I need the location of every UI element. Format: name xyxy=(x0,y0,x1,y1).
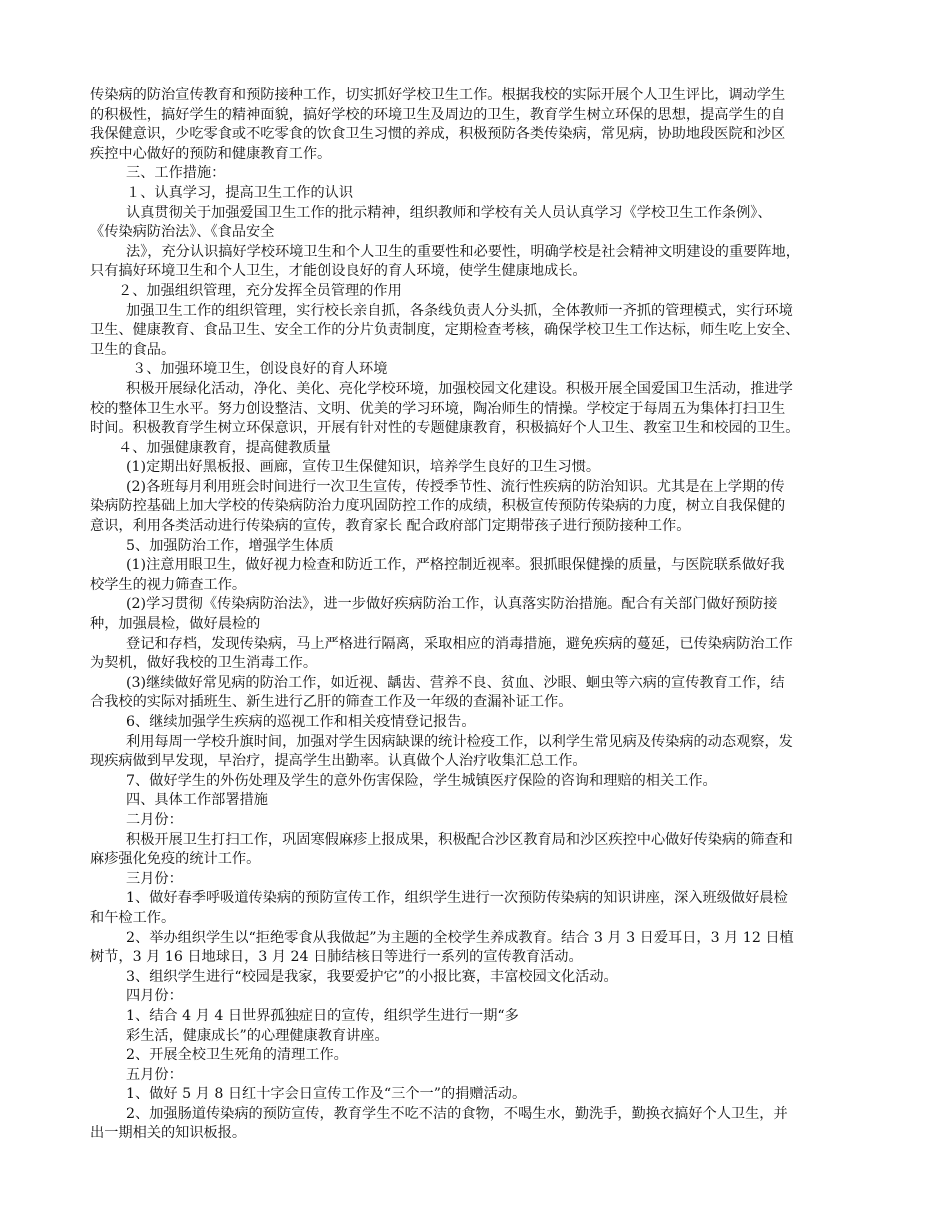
text-line: 彩生活，健康成长”的心理健康教育讲座。 xyxy=(126,1027,389,1044)
text-line: 1、做好 5 月 8 日红十字会日宣传工作及“三个一”的捐赠活动。 xyxy=(126,1086,527,1103)
text-line: 只有搞好环境卫生和个人卫生，才能创设良好的育人环境，使学生健康地成长。 xyxy=(90,263,587,280)
text-line: 认真贯彻关于加强爱国卫生工作的批示精神，组织教师和学校有关人员认真学习《学校卫生工作条例》、 xyxy=(126,204,772,221)
text-line: 意识，利用各类活动进行传染病的宣传，教育家长 配合政府部门定期带孩子进行预防接种工作。 xyxy=(90,518,691,535)
text-line: (2)各班每月利用班会时间进行一次卫生宣传，传授季节性、流行性疾病的防治知识。尤其是在上学期的传 xyxy=(126,478,785,495)
text-line: 登记和存档，发现传染病，马上严格进行隔离，采取相应的消毒措施，避免疾病的蔓延，已传染病防治工作 xyxy=(126,635,793,652)
text-line: 积极开展卫生打扫工作，巩固寒假麻疹上报成果，积极配合沙区教育局和沙区疾控中心做好传染病的筛查和 xyxy=(126,831,793,848)
text-line: 2、加强肠道传染病的预防宣传，教育学生不吃不洁的食物，不喝生水，勤洗手，勤换衣搞好个人卫生，并 xyxy=(126,1105,788,1122)
text-line: 的积极性，搞好学生的精神面貌，搞好学校的环境卫生及周边的卫生，教育学生树立环保的思想，提高学生的自 xyxy=(90,106,786,123)
text-line: ４、加强健康教育，提高健教质量 xyxy=(118,439,331,456)
text-line: 《传染病防治法》、《食品安全 xyxy=(90,224,275,241)
text-line: 7、做好学生的外伤处理及学生的意外伤害保险，学生城镇医疗保险的咨询和理赔的相关工作。 xyxy=(126,772,717,789)
text-line: 1、结合 4 月 4 日世界孤独症日的宣传，组织学生进行一期“多 xyxy=(126,1007,519,1024)
text-line: 积极开展绿化活动，净化、美化、亮化学校环境，加强校园文化建设。积极开展全国爱国卫生活动，推进学 xyxy=(126,380,793,397)
text-line: 树节，3 月 16 日地球日，3 月 24 日肺结核日等进行一系列的宣传教育活动。 xyxy=(90,949,583,966)
text-line: 1、做好春季呼吸道传染病的预防宣传工作，组织学生进行一次预防传染病的知识讲座，深入班级做好晨检 xyxy=(126,890,788,907)
text-line: 2、开展全校卫生死角的清理工作。 xyxy=(126,1047,348,1064)
text-line: 二月份： xyxy=(126,811,183,828)
text-line: 校学生的视力筛查工作。 xyxy=(90,576,247,593)
text-line: (1)定期出好黑板报、画廊，宣传卫生保健知识，培养学生良好的卫生习惯。 xyxy=(126,459,601,476)
text-line: 传染病的防治宣传教育和预防接种工作，切实抓好学校卫生工作。根据我校的实际开展个人卫生评比，调动学生 xyxy=(90,87,786,103)
text-line: 3、组织学生进行“校园是我家，我要爱护它”的小报比赛，丰富校园文化活动。 xyxy=(126,968,618,985)
document-page xyxy=(90,86,865,1144)
text-line: 我保健意识，少吃零食或不吃零食的饮食卫生习惯的养成，积极预防各类传染病，常见病，协助地段医院和沙区 xyxy=(90,126,786,143)
text-line: 种，加强晨检，做好晨检的 xyxy=(90,616,261,633)
text-line: 三、工作措施： xyxy=(126,165,226,182)
text-line: 时间。积极教育学生树立环保意识，开展有针对性的专题健康教育，积极搞好个人卫生、教室卫生和校园的卫生。 xyxy=(90,420,800,437)
text-line: 四月份： xyxy=(126,988,183,1005)
text-line: 疾控中心做好的预防和健康教育工作。 xyxy=(90,145,332,162)
text-line: 现疾病做到早发现，早治疗，提高学生出勤率。认真做个人治疗收集汇总工作。 xyxy=(90,753,587,770)
text-line: 5、加强防治工作，增强学生体质 xyxy=(126,537,334,554)
text-line: 四、具体工作部署措施 xyxy=(126,792,268,809)
text-line: 和午检工作。 xyxy=(90,909,176,926)
text-line: 为契机，做好我校的卫生消毒工作。 xyxy=(90,655,318,672)
text-line: １、认真学习，提高卫生工作的认识 xyxy=(126,184,354,201)
text-line: 卫生、健康教育、食品卫生、安全工作的分片负责制度，定期检查考核，确保学校卫生工作达标，师生吃上安全、 xyxy=(90,322,800,339)
text-line: (3)继续做好常见病的防治工作，如近视、龋齿、营养不良、贫血、沙眼、蛔虫等六病的宣传教育工作，结 xyxy=(126,674,785,691)
text-line: 校的整体卫生水平。努力创设整洁、文明、优美的学习环境，陶冶师生的情操。学校定于每周五为集体打扫卫生 xyxy=(90,400,786,417)
text-line: 五月份： xyxy=(126,1066,183,1083)
text-line: 合我校的实际对插班生、新生进行乙肝的筛查工作及一年级的查漏补证工作。 xyxy=(90,694,573,711)
text-line: 三月份： xyxy=(126,870,183,887)
text-line: ２、加强组织管理，充分发挥全员管理的作用 xyxy=(118,282,402,299)
text-line: (1)注意用眼卫生，做好视力检查和防近工作，严格控制近视率。狠抓眼保健操的质量，与医院联系做好我 xyxy=(126,557,785,574)
text-line: 6、继续加强学生疾病的巡视工作和相关疫情登记报告。 xyxy=(126,714,476,730)
text-line: 染病防控基础上加大学校的传染病防治力度巩固防控工作的成绩，积极宣传预防传染病的力度，树立自我保健的 xyxy=(90,498,786,515)
text-line: 法》，充分认识搞好学校环境卫生和个人卫生的重要性和必要性，明确学校是社会精神文明建设的重要阵地， xyxy=(126,243,800,260)
text-line: 卫生的食品。 xyxy=(90,341,176,358)
text-line: 出一期相关的知识板报。 xyxy=(90,1125,247,1142)
text-line: 利用每周一学校升旗时间，加强对学生因病缺课的统计检疫工作，以利学生常见病及传染病的动态观察，发 xyxy=(126,733,793,750)
text-line: 2、举办组织学生以“拒绝零食从我做起”为主题的全校学生养成教育。结合 3 月 3 日爱耳日，3 月 12 日植 xyxy=(126,929,794,946)
text-line: (2)学习贯彻《传染病防治法》，进一步做好疾病防治工作，认真落实防治措施。配合有关部门做好预防接 xyxy=(126,596,778,613)
text-line: 麻疹强化免疫的统计工作。 xyxy=(90,851,261,868)
text-line: ３、加强环境卫生，创设良好的育人环境 xyxy=(132,361,388,378)
text-line: 加强卫生工作的组织管理，实行校长亲自抓，各条线负责人分头抓，全体教师一齐抓的管理模式，实行环境 xyxy=(126,302,793,319)
